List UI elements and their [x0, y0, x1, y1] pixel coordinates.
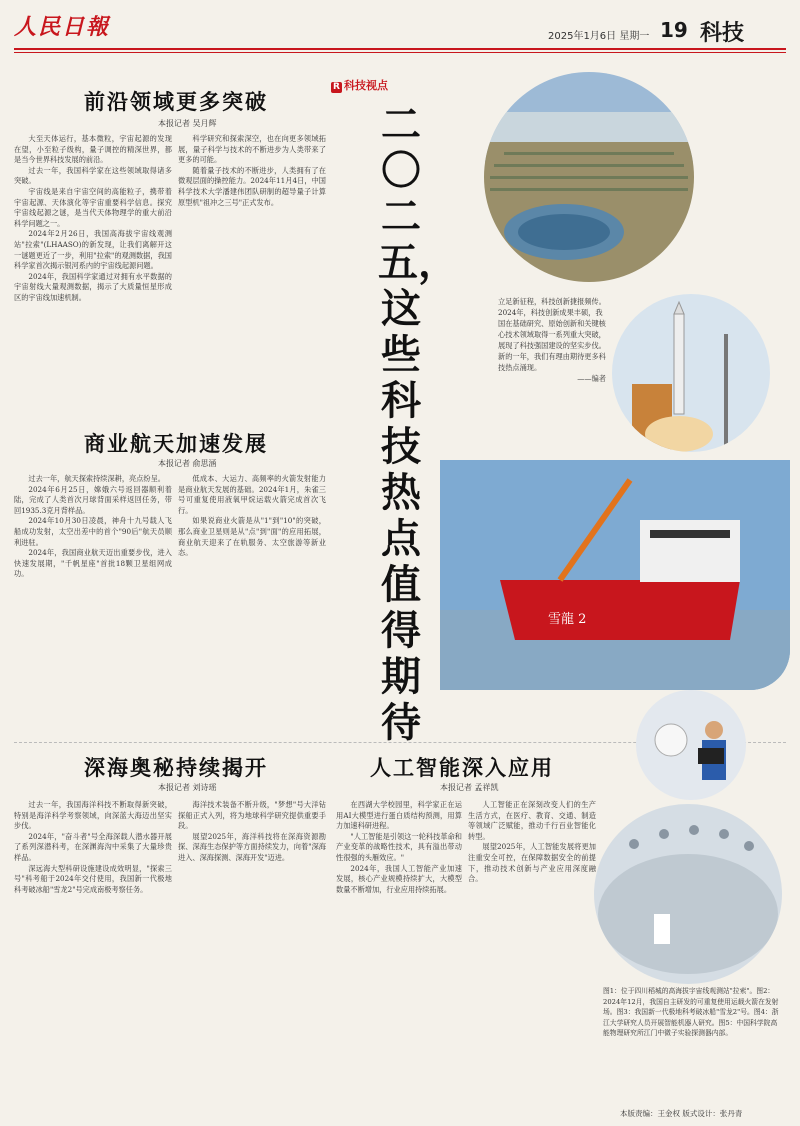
paragraph: 2024年6月25日，嫦娥六号返回器顺利着陆，完成了人类首次月球背面采样返回任务，带回1935.3克月背样品。	[14, 484, 172, 515]
paragraph: 2024年，我国人工智能产业加速发展，核心产业规模持续扩大，大模型数量不断增加，行业应用持续拓展。	[336, 863, 462, 894]
ai-lab-image	[636, 690, 746, 800]
article-title-frontier: 前沿领域更多突破	[84, 90, 268, 114]
badge-label: 科技视点	[344, 79, 388, 92]
paragraph: 2024年2月26日，我国高海拔宇宙线观测站"拉索"(LHAASO)的新发现，让我们离解开这一谜题更近了一步，利用"拉索"的观测数据，我国科学家首次揭示银河系内的宇宙线起源问题。	[14, 229, 172, 271]
observatory-image	[484, 72, 694, 282]
article-byline-ai: 本报记者 孟祥凯	[440, 783, 499, 792]
article-body-frontier-col1	[14, 134, 172, 404]
paragraph: 过去一年，我国海洋科技不断取得新突破，特别是海洋科学考察领域，向深蓝大海迈出坚实步伐。	[14, 800, 172, 831]
article-byline-frontier: 本报记者 吴月辉	[158, 119, 217, 128]
paragraph: 深远海大型科研设施建设成效明显，"探索三号"科考船于2024年交付使用，我国新一代极地科考破冰船"雪龙2"号完成南极考察任务。	[14, 863, 172, 894]
paragraph: "人工智能是引领这一轮科技革命和产业变革的战略性技术，具有溢出带动性很强的头雁效应。"	[336, 831, 462, 862]
editor-note-text: 立足新征程，科技创新捷报频传。2024年，科技创新成果丰硕，我国在基础研究、原始创新和关键核心技术领域取得一系列重大突破，展现了科技强国建设的坚实步伐。新的一年，我们有理由期待更多科技热点涌现。	[498, 297, 606, 372]
paragraph: 过去一年，我国科学家在这些领域取得诸多突破。	[14, 165, 172, 186]
article-title-ai: 人工智能深入应用	[370, 756, 554, 780]
photo-credits: 图1：位于四川稻城的高海拔宇宙线观测站"拉索"。图2：2024年12月，我国自主研发的可重复使用运载火箭在发射场。图3：我国新一代极地科考破冰船"雪龙2"号。图4：浙江大学研究人员开展智能机器人研究。图5：中国科学院高能物理研究所江门中微子实验探测器内部。	[603, 987, 779, 1037]
article-body-ocean-col1	[14, 800, 172, 1100]
paragraph: 在西湖大学校园里，科学家正在运用AI大模型进行蛋白质结构预测，用算力加速科研进程。	[336, 800, 462, 831]
paragraph: 展望2025年，人工智能发展将更加注重安全可控，在保障数据安全的前提下，推动技术创新与产业应用深度融合。	[468, 842, 596, 884]
masthead-rule-thin	[14, 52, 786, 53]
photo-detector	[594, 804, 782, 984]
rocket-image	[612, 294, 770, 452]
paragraph: 过去一年，航天探索持续深耕，亮点纷呈。	[28, 474, 165, 483]
page-number: 19	[660, 18, 688, 42]
paragraph: 如果说商业火箭是从"1"到"10"的突破，那么商业卫星则是从"点"到"面"的应用拓展，商业航天迎来了在轨服务、太空旅游等新业态。	[178, 516, 326, 558]
paragraph: 宇宙线是来自宇宙空间的高能粒子，携带着宇宙起源、天体演化等宇宙重要科学信息。探究宇宙线起源之谜，是当代天体物理学的重大前沿科学问题之一。	[14, 186, 172, 228]
article-title-space: 商业航天加速发展	[84, 432, 268, 456]
paragraph: 2024年，我国商业航天迈出重要步伐，进入快速发展期，"千帆星座"首批18颗卫星组网成功。	[14, 548, 172, 579]
photo-rocket	[612, 294, 770, 452]
photo-observatory	[484, 72, 694, 282]
article-body-frontier-col2	[178, 134, 326, 404]
main-headline: 二〇二五，这些科技热点值得期待	[378, 102, 458, 746]
paragraph: 人工智能正在深刻改变人们的生产生活方式，在医疗、教育、交通、制造等领域广泛赋能，推动千行百业智能化转型。	[468, 800, 596, 841]
section-name: 科技	[700, 21, 745, 46]
newspaper-logo: 人民日報	[14, 14, 111, 40]
article-body-ai-col1	[336, 800, 462, 1100]
editor-note	[498, 296, 606, 384]
badge-icon: R	[331, 82, 342, 93]
paragraph: 海洋技术装备不断升级，"梦想"号大洋钻探船正式入列，将为地球科学研究提供重要手段。	[178, 800, 326, 831]
masthead-rule	[14, 48, 786, 50]
article-byline-ocean: 本报记者 刘诗瑶	[158, 783, 217, 792]
paragraph: 低成本、大运力、高频率的火箭发射能力是商业航天发展的基础。2024年1月，朱雀三号可重复使用液氧甲烷运载火箭完成首次飞行。	[178, 474, 326, 515]
paragraph: 2024年，"奋斗者"号全海深载人潜水器开展了系列深潜科考，在深渊海沟中采集了大量珍贵样品。	[14, 831, 172, 862]
paragraph: 科学研究和探索深空，也在向更多领域拓展，量子科学与技术的不断进步为人类带来了更多的可能。	[178, 134, 326, 165]
article-body-ai-col2	[468, 800, 596, 1100]
paragraph: 大至天体运行，基本微粒，宇宙起源的发现在望，小至粒子级构，量子调控的精深世界，都是当今世界科技发展的前沿。	[14, 134, 172, 165]
article-body-space-col2	[178, 474, 326, 744]
paragraph: 展望2025年，海洋科技将在深海资源勘探、深海生态保护等方面持续发力，向着"深海进入、深海探测、深海开发"迈进。	[178, 831, 326, 862]
article-body-ocean-col2	[178, 800, 326, 1100]
paragraph: 2024年，我国科学家通过对拥有水平数据的宇宙射线大量观测数据，揭示了大质量恒星形成区的宇宙线加速机制。	[14, 271, 172, 302]
article-title-ocean: 深海奥秘持续揭开	[84, 756, 268, 780]
editor-note-signature: ——编者	[577, 374, 606, 383]
icebreaker-image	[440, 460, 790, 690]
photo-ai-lab	[636, 690, 746, 800]
paragraph: 2024年10月30日凌晨，神舟十九号载人飞船成功发射，太空出差中的首个"90后"航天员顺利进驻。	[14, 516, 172, 547]
ship-hull-name: 雪龍 2	[548, 612, 587, 627]
paragraph: 随着量子技术的不断进步，人类拥有了在微观层面的操控能力。2024年11月4日，中国科学技术大学潘建伟团队研制的超导量子计算原型机"祖冲之三号"正式发布。	[178, 165, 326, 207]
detector-image	[594, 804, 782, 984]
photo-icebreaker	[440, 460, 790, 690]
article-byline-space: 本报记者 俞思涵	[158, 459, 217, 468]
dateline: 2025年1月6日 星期一	[548, 31, 650, 42]
page-footer: 本版责编：王金权 版式设计：张丹青	[620, 1109, 743, 1118]
article-body-space-col1	[14, 474, 172, 744]
masthead	[0, 0, 800, 50]
column-badge	[331, 77, 388, 93]
